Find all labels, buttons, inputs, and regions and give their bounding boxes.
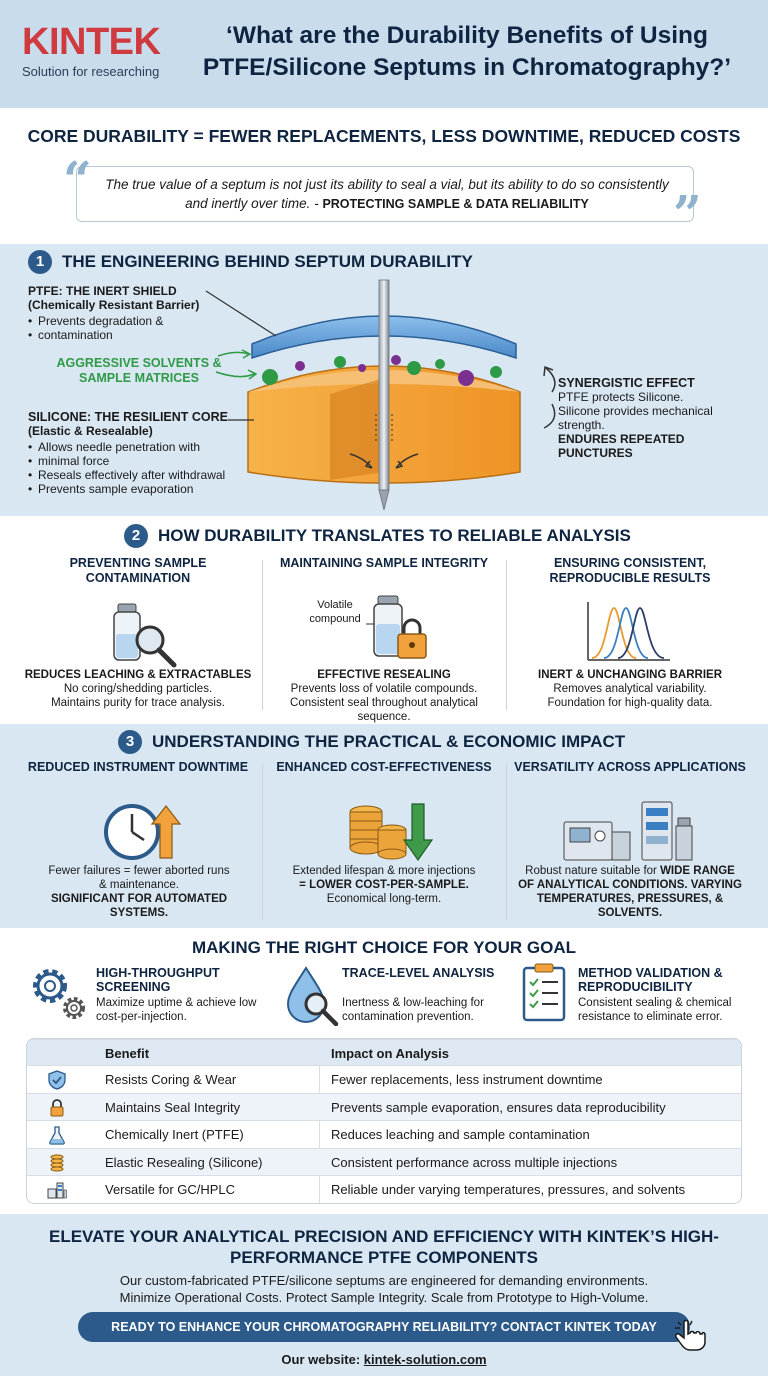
goal-3-desc: Consistent sealing & chemical resistance to eliminate error. bbox=[578, 997, 732, 1023]
col-reproducible-desc bbox=[512, 668, 748, 710]
logo-tagline: Solution for researching bbox=[22, 64, 160, 79]
synergy-line-2: Silicone provides mechanical strength. bbox=[558, 404, 713, 432]
s3-col1-bold: SIGNIFICANT FOR AUTOMATED SYSTEMS. bbox=[50, 893, 228, 919]
divider bbox=[262, 764, 263, 920]
cta-body bbox=[0, 1272, 768, 1306]
col3-bold: INERT & UNCHANGING BARRIER bbox=[538, 669, 722, 681]
col3-line-2: Foundation for high-quality data. bbox=[547, 697, 713, 709]
col-versatility-title: VERSATILITY ACROSS APPLICATIONS bbox=[514, 760, 746, 774]
row-benefit: Chemically Inert (PTFE) bbox=[105, 1127, 244, 1142]
table-header-row bbox=[27, 1039, 741, 1065]
ptfe-point-1: • Prevents degradation & bbox=[28, 314, 228, 328]
table-row bbox=[27, 1148, 741, 1176]
section-right-choice bbox=[0, 928, 768, 1214]
row-impact: Prevents sample evaporation, ensures data reproducibility bbox=[331, 1099, 666, 1115]
col3-line-1: Removes analytical variability. bbox=[553, 683, 707, 695]
gears-icon bbox=[28, 964, 88, 1024]
vial-lock-icon bbox=[360, 594, 440, 666]
silicone-point-4: • Prevents sample evaporation bbox=[28, 482, 248, 496]
s3-col1-line: Fewer failures = fewer aborted runs & maintenance. bbox=[48, 865, 230, 891]
table-row bbox=[27, 1093, 741, 1121]
kintek-logo[interactable] bbox=[22, 22, 160, 79]
volatile-callout: Volatile compound bbox=[309, 599, 361, 625]
ptfe-label bbox=[28, 284, 228, 342]
quote-emphasis: PROTECTING SAMPLE & DATA RELIABILITY bbox=[322, 197, 589, 211]
needle-shape bbox=[379, 280, 389, 490]
silicone-point-2: • minimal force bbox=[28, 454, 248, 468]
table-header-benefit: Benefit bbox=[105, 1046, 150, 1061]
s3-col2-line1: Extended lifespan & more injections bbox=[292, 865, 476, 877]
section3-number: 3 bbox=[118, 730, 142, 754]
col1-bold: REDUCES LEACHING & EXTRACTABLES bbox=[24, 669, 252, 681]
instruments-icon bbox=[47, 1180, 67, 1200]
open-quote-icon: “ bbox=[63, 150, 92, 209]
contact-kintek-button[interactable]: READY TO ENHANCE YOUR CHROMATOGRAPHY RELIABILITY? CONTACT KINTEK TODAY bbox=[78, 1312, 690, 1342]
website-link[interactable]: kintek-solution.com bbox=[363, 1352, 487, 1367]
goal-2-title: TRACE-LEVEL ANALYSIS bbox=[342, 966, 495, 980]
section2-number: 2 bbox=[124, 524, 148, 548]
section-economic-impact bbox=[0, 724, 768, 928]
drop-magnifier-icon bbox=[282, 964, 342, 1026]
table-header-impact: Impact on Analysis bbox=[331, 1046, 449, 1061]
section3-heading bbox=[118, 730, 625, 754]
synergy-line-1: PTFE protects Silicone. bbox=[558, 390, 684, 404]
logo-wordmark: KINTEK bbox=[22, 21, 161, 63]
core-title: CORE DURABILITY = FEWER REPLACEMENTS, LESS DOWNTIME, REDUCED COSTS bbox=[27, 126, 741, 146]
quote-box bbox=[63, 150, 702, 243]
row-impact: Fewer replacements, less instrument downtime bbox=[331, 1072, 603, 1087]
cta-body-line-2: Minimize Operational Costs. Protect Sample Integrity. Scale from Prototype to High-Volume. bbox=[119, 1290, 649, 1305]
close-quote-icon: ” bbox=[673, 184, 702, 243]
padlock-icon bbox=[47, 1098, 67, 1118]
s3-col2-bold: = LOWER COST-PER-SAMPLE. bbox=[299, 879, 469, 891]
website-line bbox=[0, 1352, 768, 1367]
quote-text bbox=[97, 175, 677, 214]
col1-line-1: No coring/shedding particles. bbox=[63, 683, 213, 695]
col-cost-desc bbox=[270, 864, 498, 906]
synergy-bold: ENDURES REPEATED PUNCTURES bbox=[558, 432, 685, 460]
divider bbox=[506, 764, 507, 920]
silicone-sub: (Elastic & Resealable) bbox=[28, 424, 153, 438]
section3-title: UNDERSTANDING THE PRACTICAL & ECONOMIC IMPACT bbox=[152, 732, 626, 751]
synergy-title: SYNERGISTIC EFFECT bbox=[558, 376, 695, 390]
spring-icon bbox=[47, 1153, 67, 1173]
col-contamination-title: PREVENTING SAMPLE CONTAMINATION bbox=[69, 556, 207, 585]
table-row bbox=[27, 1175, 741, 1203]
cta-title: ELEVATE YOUR ANALYTICAL PRECISION AND EFFICIENCY WITH KINTEK’S HIGH-PERFORMANCE PTFE COMPONENTS bbox=[49, 1227, 719, 1267]
col-cost-title: ENHANCED COST-EFFECTIVENESS bbox=[276, 760, 492, 774]
row-benefit: Maintains Seal Integrity bbox=[105, 1099, 241, 1115]
table-row bbox=[27, 1065, 741, 1093]
divider bbox=[506, 560, 507, 710]
col-versatility-desc bbox=[516, 864, 744, 920]
synergy-label bbox=[558, 376, 758, 460]
silicone-point-1: • Allows needle penetration with bbox=[28, 440, 248, 454]
col-downtime-title: REDUCED INSTRUMENT DOWNTIME bbox=[27, 760, 249, 774]
col2-line-1: Prevents loss of volatile compounds. bbox=[290, 683, 478, 695]
pointer-hand-icon bbox=[672, 1318, 708, 1352]
flask-icon bbox=[47, 1125, 67, 1145]
row-impact: Consistent performance across multiple injections bbox=[331, 1154, 618, 1170]
col-integrity-title: MAINTAINING SAMPLE INTEGRITY bbox=[279, 556, 489, 570]
col-reproducible-title: ENSURING CONSISTENT, REPRODUCIBLE RESULTS bbox=[549, 556, 711, 585]
row-impact: Reliable under varying temperatures, pressures, and solvents bbox=[331, 1182, 686, 1197]
choice-title: MAKING THE RIGHT CHOICE FOR YOUR GOAL bbox=[191, 938, 577, 957]
row-benefit: Elastic Resealing (Silicone) bbox=[105, 1154, 263, 1170]
section1-title: THE ENGINEERING BEHIND SEPTUM DURABILITY bbox=[62, 252, 473, 271]
row-benefit: Versatile for GC/HPLC bbox=[105, 1182, 236, 1197]
lab-instruments-icon bbox=[560, 796, 696, 866]
silicone-point-3: • Reseals effectively after withdrawal bbox=[28, 468, 248, 482]
section-engineering bbox=[0, 244, 768, 516]
section2-heading bbox=[124, 524, 631, 548]
ptfe-sub: (Chemically Resistant Barrier) bbox=[28, 298, 200, 312]
header bbox=[0, 0, 768, 108]
col-integrity-desc bbox=[266, 668, 502, 724]
divider bbox=[262, 560, 263, 710]
col-contamination-desc bbox=[20, 668, 256, 710]
website-label: Our website: bbox=[281, 1352, 361, 1367]
quote-body: The true value of a septum is not just its ability to seal a vial, but its ability to do so consistently and inertly over time. - bbox=[105, 177, 669, 211]
vial-magnifier-icon bbox=[104, 600, 184, 670]
core-durability-section bbox=[0, 108, 768, 244]
call-to-action-section bbox=[0, 1214, 768, 1376]
goal-1-desc: Maximize uptime & achieve low cost-per-injection. bbox=[96, 997, 257, 1023]
solvent-dot bbox=[262, 369, 278, 385]
col-downtime-desc bbox=[44, 864, 234, 920]
coins-arrow-down-icon bbox=[346, 796, 436, 866]
s3-col2-line2: Economical long-term. bbox=[326, 893, 442, 905]
col2-bold: EFFECTIVE RESEALING bbox=[317, 669, 451, 681]
col2-line-2: Consistent seal throughout analytical sequence. bbox=[290, 697, 478, 723]
clock-arrow-up-icon bbox=[102, 796, 182, 866]
chromatogram-icon bbox=[584, 600, 674, 666]
ptfe-title: PTFE: THE INERT SHIELD bbox=[28, 284, 177, 298]
row-impact: Reduces leaching and sample contamination bbox=[331, 1127, 590, 1142]
clipboard-checklist-icon bbox=[520, 962, 570, 1024]
row-benefit: Resists Coring & Wear bbox=[105, 1072, 237, 1087]
ptfe-point-2: • contamination bbox=[28, 328, 228, 342]
benefits-table bbox=[26, 1038, 742, 1204]
goal-2-desc: Inertness & low-leaching for contamination prevention. bbox=[342, 997, 484, 1023]
solvents-label: AGGRESSIVE SOLVENTS & SAMPLE MATRICES bbox=[56, 356, 222, 385]
s3-col3-bold: WIDE RANGE OF ANALYTICAL CONDITIONS. VARYING TEMPERATURES, PRESSURES, & SOLVENTS. bbox=[518, 865, 742, 919]
section-reliable-analysis bbox=[0, 516, 768, 724]
page-title: ‘What are the Durability Benefits of Using PTFE/Silicone Septums in Chromatography?’ bbox=[202, 22, 732, 81]
silicone-label bbox=[28, 410, 248, 496]
silicone-title: SILICONE: THE RESILIENT CORE bbox=[28, 410, 229, 424]
table-row bbox=[27, 1120, 741, 1148]
goal-1-title: HIGH-THROUGHPUT SCREENING bbox=[96, 966, 220, 994]
shield-check-icon bbox=[47, 1070, 67, 1090]
section1-number: 1 bbox=[28, 250, 52, 274]
cta-body-line-1: Our custom-fabricated PTFE/silicone septums are engineered for demanding environments. bbox=[119, 1273, 649, 1288]
goal-3-title: METHOD VALIDATION & REPRODUCIBILITY bbox=[578, 966, 723, 994]
section2-title: HOW DURABILITY TRANSLATES TO RELIABLE ANALYSIS bbox=[158, 526, 631, 545]
s3-col3-line: Robust nature suitable for bbox=[525, 865, 657, 877]
col1-line-2: Maintains purity for trace analysis. bbox=[51, 697, 225, 709]
